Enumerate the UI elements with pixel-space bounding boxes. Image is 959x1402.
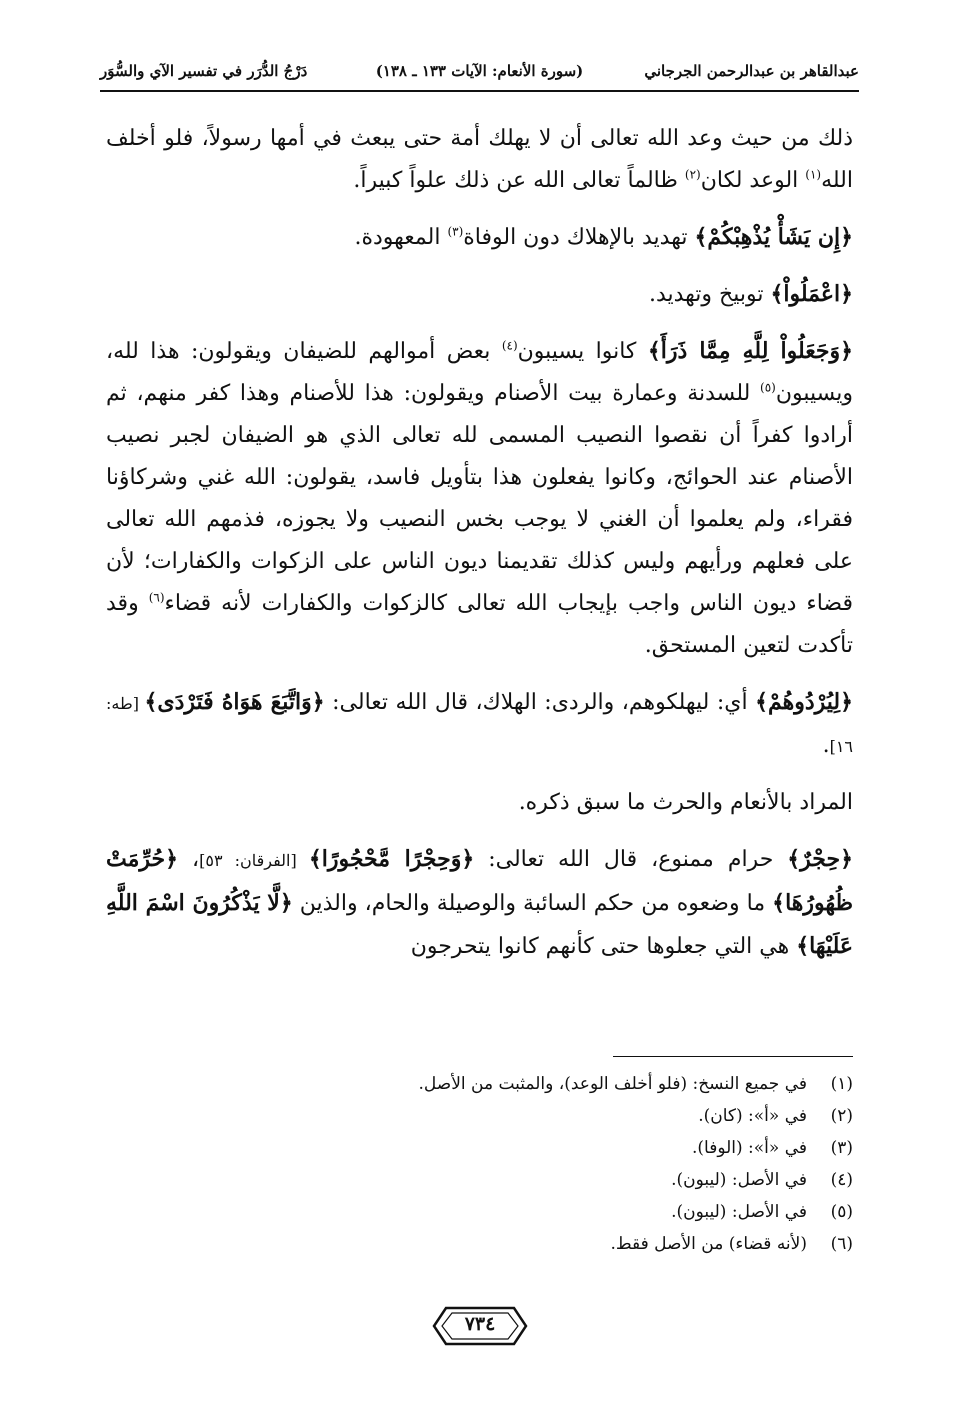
- text: حرام ممنوع، قال الله تعالى:: [474, 847, 788, 872]
- page-number: ٧٣٤: [464, 1313, 496, 1335]
- paragraph-6: [106, 782, 853, 824]
- text: وقد تأكدت لتعين المستحق.: [106, 591, 853, 658]
- header-section: (سورة الأنعام: الآيات ١٣٣ ـ ١٣٨): [375, 62, 584, 80]
- text: بعض أموالهم للضيفان ويقولون: هذا لله، ويسيبون: [106, 339, 853, 406]
- footnote-text: في جميع النسخ: (فلو أخلف الوعد)، والمثبت من الأصل.: [418, 1074, 807, 1094]
- footnote-ref: (١): [805, 167, 822, 182]
- footnote: [106, 1196, 853, 1228]
- footnote-text: (لأنه قضاء) من الأصل فقط.: [610, 1234, 807, 1254]
- quran-quote: ﴿وَحِجْرًا مَّحْجُورًا﴾: [308, 846, 475, 872]
- footnote: [106, 1228, 853, 1260]
- footnote: [106, 1132, 853, 1164]
- page-number-ornament: [432, 1306, 528, 1346]
- quran-quote: ﴿وَجَعَلُواْ لِلَّهِ مِمَّا ذَرَأَ﴾: [647, 338, 853, 364]
- text: .: [822, 733, 830, 758]
- paragraph-7: [106, 838, 853, 968]
- running-header: [100, 60, 859, 92]
- text: ما وضعوه من حكم السائبة والوصيلة والحام، والذين: [292, 891, 773, 916]
- footnote-number: (٤): [830, 1170, 853, 1190]
- footnote-text: في الأصل: (ليبون).: [671, 1202, 807, 1222]
- footnote-ref: (٤): [501, 338, 518, 353]
- verse-reference: [الفرقان: ٥٣]: [199, 851, 309, 870]
- header-book-title: دَرْجُ الدُّرَر في تفسير الآي والسُّوَر: [100, 62, 308, 80]
- text: أي: ليهلكوهم، والردى: الهلاك، قال الله تعالى:: [324, 690, 756, 715]
- quran-quote: ﴿حِجْرٌ﴾: [787, 846, 854, 872]
- main-text: [106, 118, 853, 968]
- text: ،: [178, 847, 200, 872]
- footnote-text: في الأصل: (ليبون).: [671, 1170, 807, 1190]
- paragraph-4: [106, 330, 853, 667]
- footnote-text: في «أ»: (الوفا).: [691, 1138, 807, 1158]
- footnote-ref: (٦): [148, 590, 165, 605]
- footnote-number: (١): [830, 1074, 853, 1094]
- footnote-separator: [613, 1056, 853, 1057]
- quran-quote: ﴿إِن يَشَأْ يُذْهِبْكُمْ﴾: [694, 224, 853, 250]
- footnote: [106, 1100, 853, 1132]
- paragraph-3: [106, 273, 853, 316]
- footnote-number: (٥): [830, 1202, 853, 1222]
- quran-quote: ﴿اعْمَلُواْ﴾: [770, 281, 853, 307]
- footnote-ref: (٣): [447, 224, 464, 239]
- footnotes: [106, 1068, 853, 1260]
- text: للسدنة وعمارة بيت الأصنام ويقولون: هذا للأصنام وهذا كفر منهم، ثم أرادوا كفراً أن نقصوا النصيب المسمى لله تعالى الذي هو الضيفان لجبر نصيب الأصنام عند الحوائج، وكانوا يفعلون هذا بتأويل فاسد، يقولون: الله غني وشركاؤنا فقراء، ولم يعلموا أن الغني لا يوجب بخس النصيب ولا يجوزه، فذمهم الله تعالى على فعلهم ورأيهم وليس كذلك تقديمنا ديون الناس على الزكوات والكفارات؛ لأن قضاء ديون الناس واجب بإيجاب الله تعالى كالزكوات والكفارات لأنه قضاء: [106, 381, 854, 616]
- footnote-number: (٢): [830, 1106, 853, 1126]
- footnote-ref: (٥): [760, 380, 776, 395]
- paragraph-5: [106, 681, 853, 768]
- text: توبيخ وتهديد.: [648, 282, 771, 307]
- footnote-text: في «أ»: (كان).: [698, 1106, 807, 1126]
- paragraph-1: [106, 118, 853, 202]
- text: ظالماً تعالى الله عن ذلك علواً كبيراً.: [353, 168, 685, 193]
- text: ذلك من حيث وعد الله تعالى أن لا يهلك أمة حتى يبعث في أمها رسولاً، فلو أخلف الله: [106, 126, 853, 193]
- verse-reference: [طه: ١٦]: [106, 694, 853, 756]
- footnote-number: (٣): [830, 1138, 853, 1158]
- text: هي التي جعلوها حتى كأنهم كانوا يتحرجون: [410, 934, 797, 959]
- quran-quote: ﴿لِيُرْدُوهُمْ﴾: [755, 689, 853, 715]
- footnote-ref: (٢): [684, 167, 701, 182]
- text: المعهودة.: [354, 225, 448, 250]
- text: كانوا يسيبون: [517, 339, 648, 364]
- text: المراد بالأنعام والحرث ما سبق ذكره.: [518, 790, 853, 815]
- text: الوعد لكان: [700, 168, 806, 193]
- footnote-number: (٦): [830, 1234, 853, 1254]
- header-rule: [100, 90, 859, 92]
- quran-quote: ﴿حُرِّمَتْ ظُهُورُهَا﴾: [106, 846, 854, 916]
- footnote: [106, 1164, 853, 1196]
- text: تهديد بالإهلاك دون الوفاة: [463, 225, 695, 250]
- paragraph-2: [106, 216, 853, 259]
- footnote: [106, 1068, 853, 1100]
- quran-quote: ﴿لَّا يَذْكُرُونَ اسْمَ اللَّهِ عَلَيْهَا﴾: [106, 890, 853, 959]
- quran-quote: ﴿وَاتَّبَعَ هَوَاهُ فَتَرْدَى﴾: [144, 689, 325, 715]
- header-author: عبدالقاهر بن عبدالرحمن الجرجاني: [644, 62, 859, 80]
